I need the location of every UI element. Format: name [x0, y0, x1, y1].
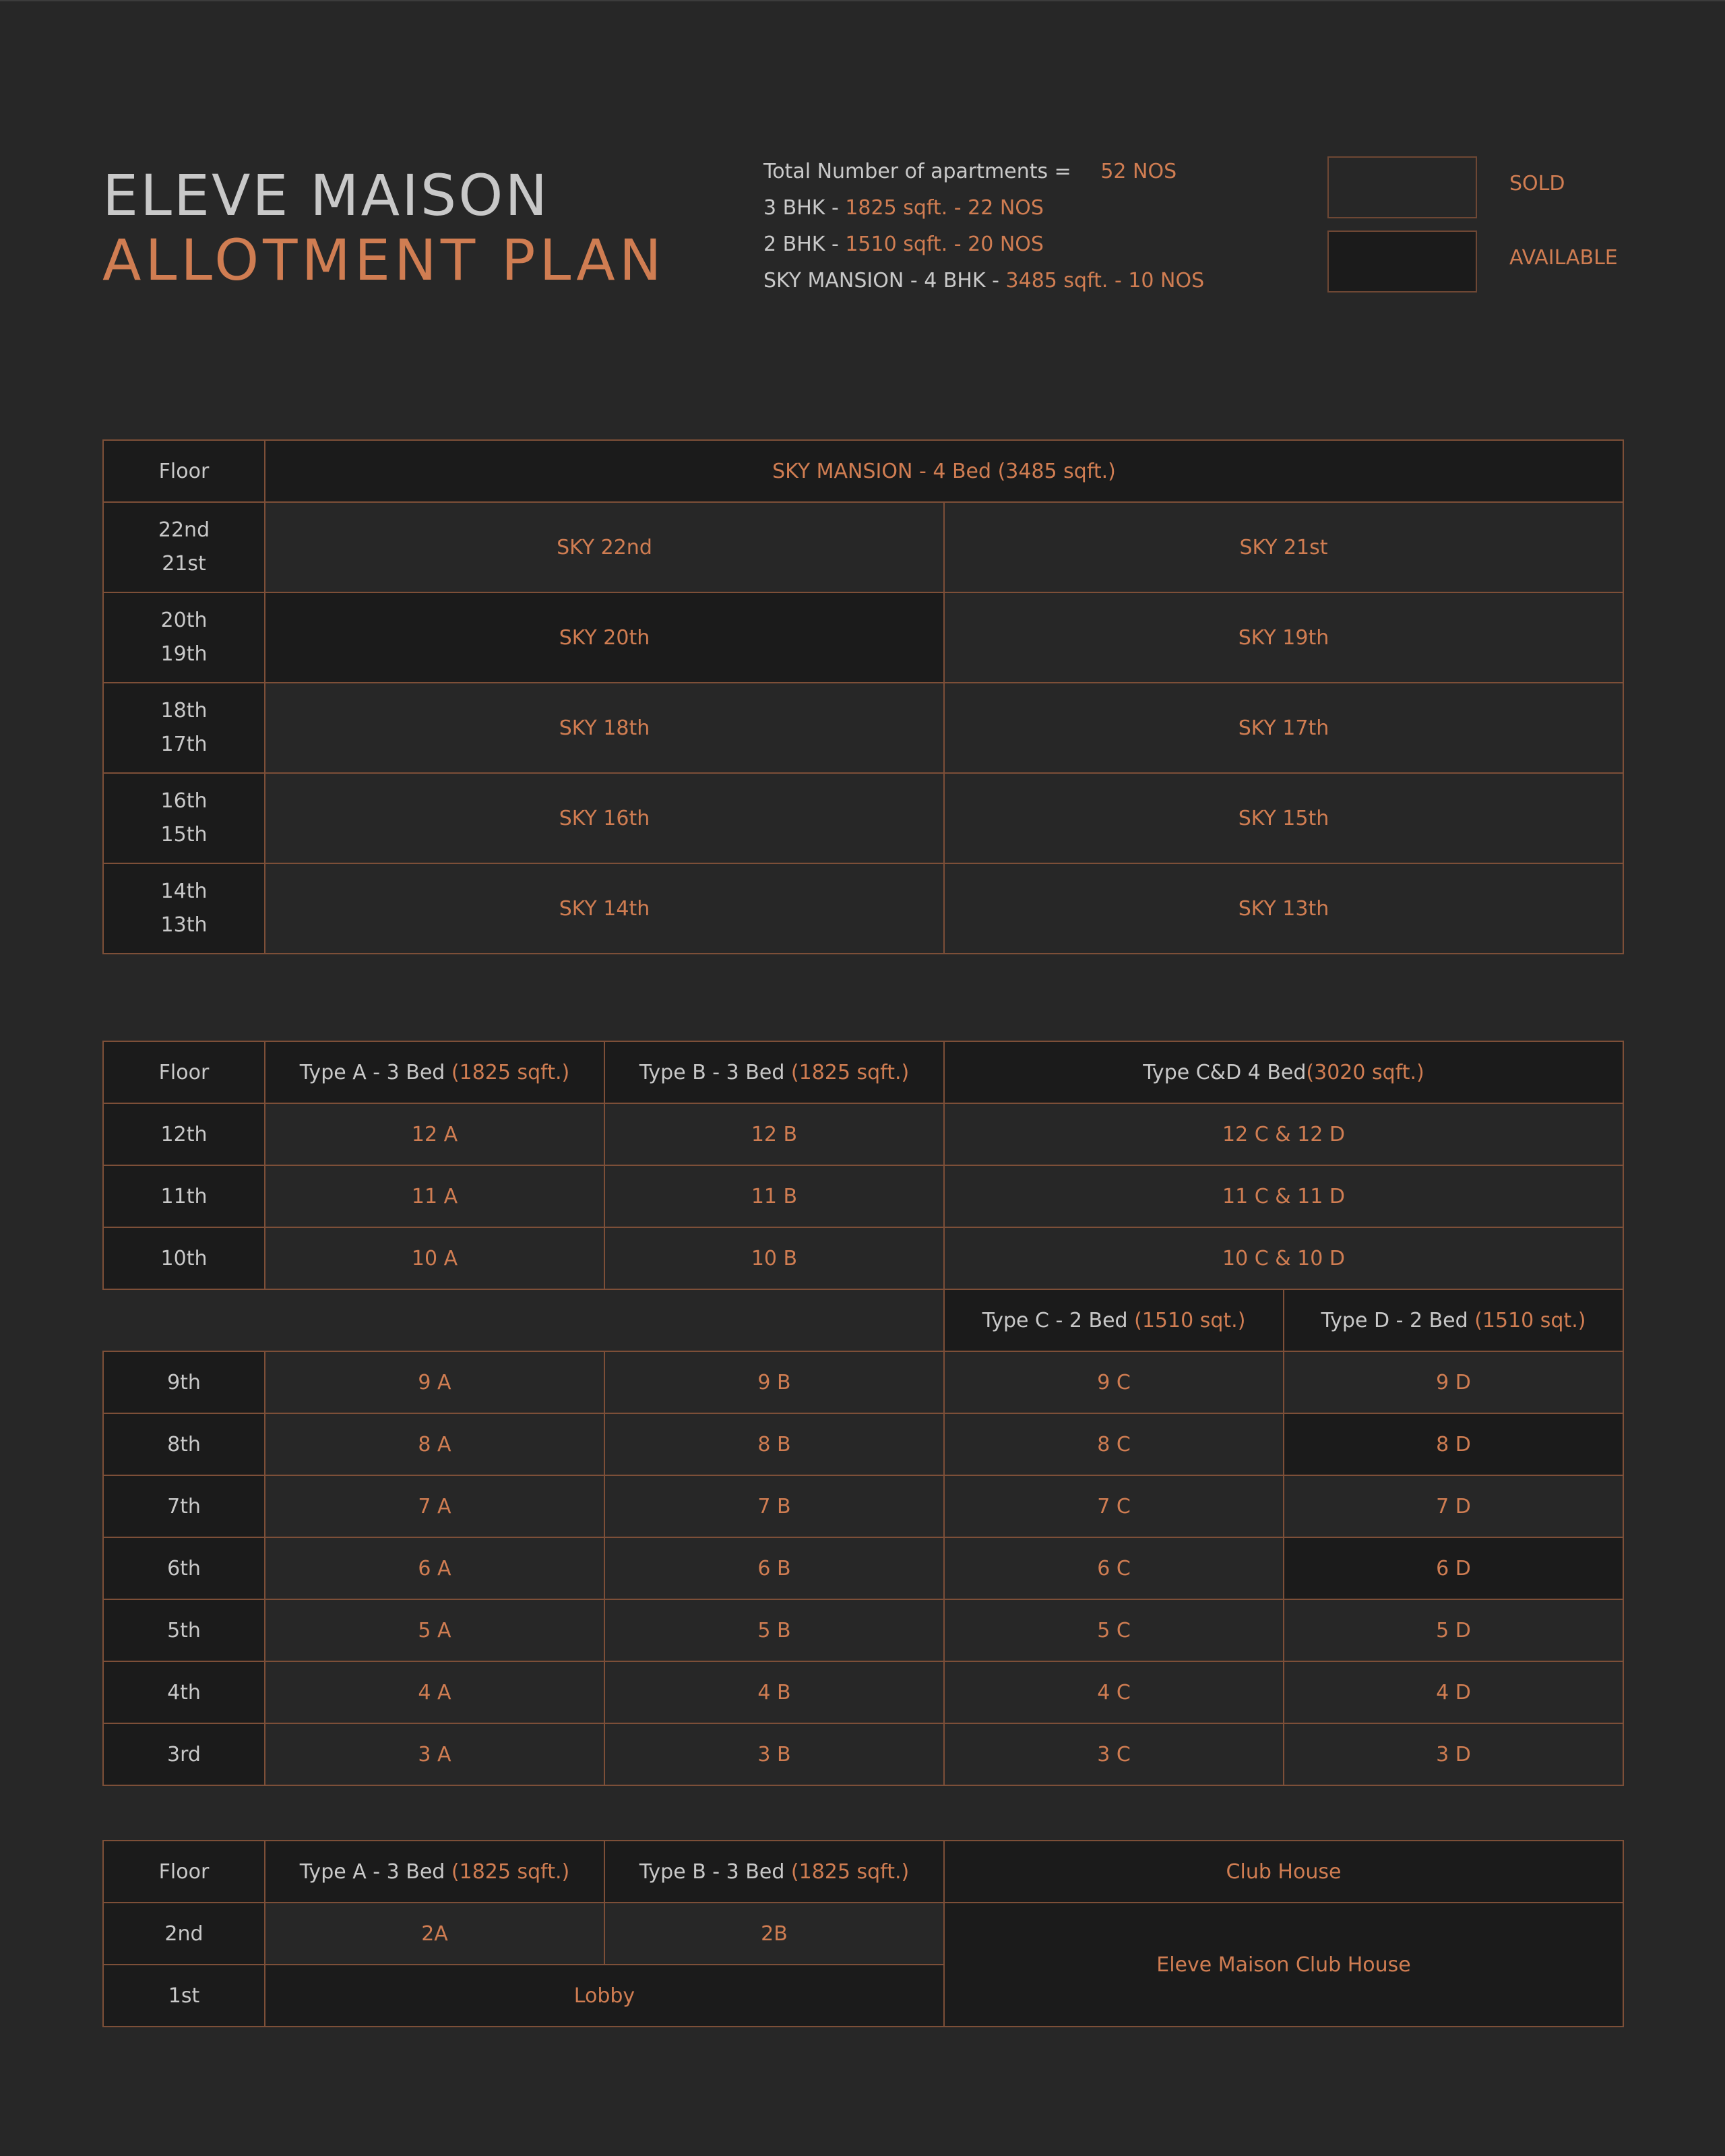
- top-border-line: [0, 0, 1725, 1]
- unit-4a[interactable]: 4 A: [265, 1661, 604, 1723]
- unit-8d[interactable]: 8 D: [1284, 1413, 1623, 1475]
- unit-8b[interactable]: 8 B: [604, 1413, 944, 1475]
- unit-6c[interactable]: 6 C: [944, 1537, 1284, 1599]
- table-row: [103, 1165, 1623, 1227]
- floor-header: Floor: [103, 1841, 265, 1903]
- unit-9d[interactable]: 9 D: [1284, 1351, 1623, 1413]
- page-title: ALLOTMENT PLAN: [102, 227, 666, 293]
- floor-cell: 8th: [103, 1413, 265, 1475]
- table-row: [103, 502, 1623, 592]
- unit-sky-20th[interactable]: SKY 20th: [265, 592, 944, 683]
- summary-3bhk-label: 3 BHK -: [763, 196, 839, 220]
- floor-cell: 7th: [103, 1475, 265, 1537]
- table-row: [103, 1413, 1623, 1475]
- unit-sky-22nd[interactable]: SKY 22nd: [265, 502, 944, 592]
- club-house-header: Club House: [944, 1841, 1623, 1903]
- unit-5b[interactable]: 5 B: [604, 1599, 944, 1661]
- subheader-row: [103, 1289, 1623, 1351]
- unit-sky-17th[interactable]: SKY 17th: [944, 683, 1623, 773]
- unit-9b[interactable]: 9 B: [604, 1351, 944, 1413]
- table-row: [103, 1661, 1623, 1723]
- sky-mansion-table: [102, 439, 1624, 954]
- floor-cell: 10th: [103, 1227, 265, 1289]
- blank-cell: [103, 1289, 944, 1351]
- table-row: [103, 1475, 1623, 1537]
- summary-2bhk-count: - 20 NOS: [953, 233, 1044, 256]
- unit-12cd[interactable]: 12 C & 12 D: [944, 1103, 1623, 1165]
- unit-3b[interactable]: 3 B: [604, 1723, 944, 1785]
- unit-12b[interactable]: 12 B: [604, 1103, 944, 1165]
- legend-available-label: AVAILABLE: [1509, 246, 1618, 270]
- summary-3bhk: [763, 190, 1204, 226]
- type-a-header: Type A - 3 Bed (1825 sqft.): [265, 1041, 604, 1103]
- unit-2a[interactable]: 2A: [265, 1903, 604, 1965]
- summary-2bhk: [763, 226, 1204, 263]
- table-row: [103, 863, 1623, 954]
- unit-3c[interactable]: 3 C: [944, 1723, 1284, 1785]
- type-b-header: Type B - 3 Bed (1825 sqft.): [604, 1041, 944, 1103]
- floor-cell: 3rd: [103, 1723, 265, 1785]
- summary-sky: [763, 263, 1204, 299]
- table-row: [103, 1351, 1623, 1413]
- club-house-cell: Eleve Maison Club House: [944, 1903, 1623, 2027]
- unit-sky-13th[interactable]: SKY 13th: [944, 863, 1623, 954]
- summary-2bhk-label: 2 BHK -: [763, 233, 839, 256]
- table-row: [103, 1599, 1623, 1661]
- unit-10b[interactable]: 10 B: [604, 1227, 944, 1289]
- summary-total: [763, 154, 1204, 190]
- sky-mansion-header: SKY MANSION - 4 Bed (3485 sqft.): [265, 440, 1623, 502]
- summary-sky-area: 3485 sqft. - 10 NOS: [1005, 269, 1205, 292]
- unit-4d[interactable]: 4 D: [1284, 1661, 1623, 1723]
- table-row: [103, 683, 1623, 773]
- unit-sky-18th[interactable]: SKY 18th: [265, 683, 944, 773]
- type-c-header: Type C - 2 Bed (1510 sqt.): [944, 1289, 1284, 1351]
- unit-sky-19th[interactable]: SKY 19th: [944, 592, 1623, 683]
- unit-12a[interactable]: 12 A: [265, 1103, 604, 1165]
- unit-6b[interactable]: 6 B: [604, 1537, 944, 1599]
- table-row: [103, 1537, 1623, 1599]
- summary-3bhk-area: 1825 sqft.: [845, 196, 948, 220]
- summary-2bhk-area: 1510 sqft.: [845, 233, 948, 256]
- unit-sky-15th[interactable]: SKY 15th: [944, 773, 1623, 863]
- unit-4c[interactable]: 4 C: [944, 1661, 1284, 1723]
- floor-cell: 2nd: [103, 1903, 265, 1965]
- unit-3a[interactable]: 3 A: [265, 1723, 604, 1785]
- summary-total-label: Total Number of apartments =: [763, 160, 1071, 183]
- floor-cell: 12th: [103, 1103, 265, 1165]
- table-row: [103, 1103, 1623, 1165]
- type-d-header: Type D - 2 Bed (1510 sqt.): [1284, 1289, 1623, 1351]
- apartment-summary: [763, 154, 1204, 299]
- unit-8c[interactable]: 8 C: [944, 1413, 1284, 1475]
- table-header-row: [103, 1841, 1623, 1903]
- type-b-header: Type B - 3 Bed (1825 sqft.): [604, 1841, 944, 1903]
- unit-11b[interactable]: 11 B: [604, 1165, 944, 1227]
- unit-6d[interactable]: 6 D: [1284, 1537, 1623, 1599]
- type-a-header: Type A - 3 Bed (1825 sqft.): [265, 1841, 604, 1903]
- unit-7d[interactable]: 7 D: [1284, 1475, 1623, 1537]
- unit-5a[interactable]: 5 A: [265, 1599, 604, 1661]
- floor-cell: 5th: [103, 1599, 265, 1661]
- floor-cell: 4th: [103, 1661, 265, 1723]
- legend-sold-label: SOLD: [1509, 172, 1565, 195]
- unit-sky-14th[interactable]: SKY 14th: [265, 863, 944, 954]
- unit-6a[interactable]: 6 A: [265, 1537, 604, 1599]
- unit-11a[interactable]: 11 A: [265, 1165, 604, 1227]
- unit-9a[interactable]: 9 A: [265, 1351, 604, 1413]
- legend-available-swatch: [1327, 230, 1477, 292]
- table-row: [103, 1723, 1623, 1785]
- unit-3d[interactable]: 3 D: [1284, 1723, 1623, 1785]
- unit-9c[interactable]: 9 C: [944, 1351, 1284, 1413]
- type-cd-header: Type C&D 4 Bed(3020 sqft.): [944, 1041, 1623, 1103]
- floor-header: Floor: [103, 1041, 265, 1103]
- floor-cell: 6th: [103, 1537, 265, 1599]
- unit-sky-21st[interactable]: SKY 21st: [944, 502, 1623, 592]
- floor-cell: 14th 13th: [103, 863, 265, 954]
- floor-cell: 16th 15th: [103, 773, 265, 863]
- table-row: [103, 592, 1623, 683]
- legend-sold-swatch: [1327, 156, 1477, 218]
- unit-10a[interactable]: 10 A: [265, 1227, 604, 1289]
- summary-total-value: 52 NOS: [1100, 160, 1177, 183]
- table-row: [103, 773, 1623, 863]
- project-name: ELEVE MAISON: [102, 162, 550, 228]
- unit-4b[interactable]: 4 B: [604, 1661, 944, 1723]
- floor-cell: 22nd 21st: [103, 502, 265, 592]
- floor-header: Floor: [103, 440, 265, 502]
- floor-cell: 1st: [103, 1965, 265, 2027]
- floor-cell: 11th: [103, 1165, 265, 1227]
- floor-cell: 20th 19th: [103, 592, 265, 683]
- unit-5d[interactable]: 5 D: [1284, 1599, 1623, 1661]
- unit-8a[interactable]: 8 A: [265, 1413, 604, 1475]
- unit-11cd[interactable]: 11 C & 11 D: [944, 1165, 1623, 1227]
- apartments-table: [102, 1041, 1624, 1786]
- unit-5c[interactable]: 5 C: [944, 1599, 1284, 1661]
- unit-7a[interactable]: 7 A: [265, 1475, 604, 1537]
- unit-sky-16th[interactable]: SKY 16th: [265, 773, 944, 863]
- ground-floors-table: [102, 1840, 1624, 2027]
- unit-7c[interactable]: 7 C: [944, 1475, 1284, 1537]
- unit-7b[interactable]: 7 B: [604, 1475, 944, 1537]
- table-header-row: [103, 440, 1623, 502]
- summary-3bhk-count: - 22 NOS: [953, 196, 1044, 220]
- floor-cell: 18th 17th: [103, 683, 265, 773]
- unit-2b[interactable]: 2B: [604, 1903, 944, 1965]
- floor-cell: 9th: [103, 1351, 265, 1413]
- table-row: [103, 1227, 1623, 1289]
- summary-sky-label: SKY MANSION - 4 BHK -: [763, 269, 999, 292]
- unit-10cd[interactable]: 10 C & 10 D: [944, 1227, 1623, 1289]
- table-header-row: [103, 1041, 1623, 1103]
- table-row: [103, 1903, 1623, 1965]
- lobby-cell: Lobby: [265, 1965, 944, 2027]
